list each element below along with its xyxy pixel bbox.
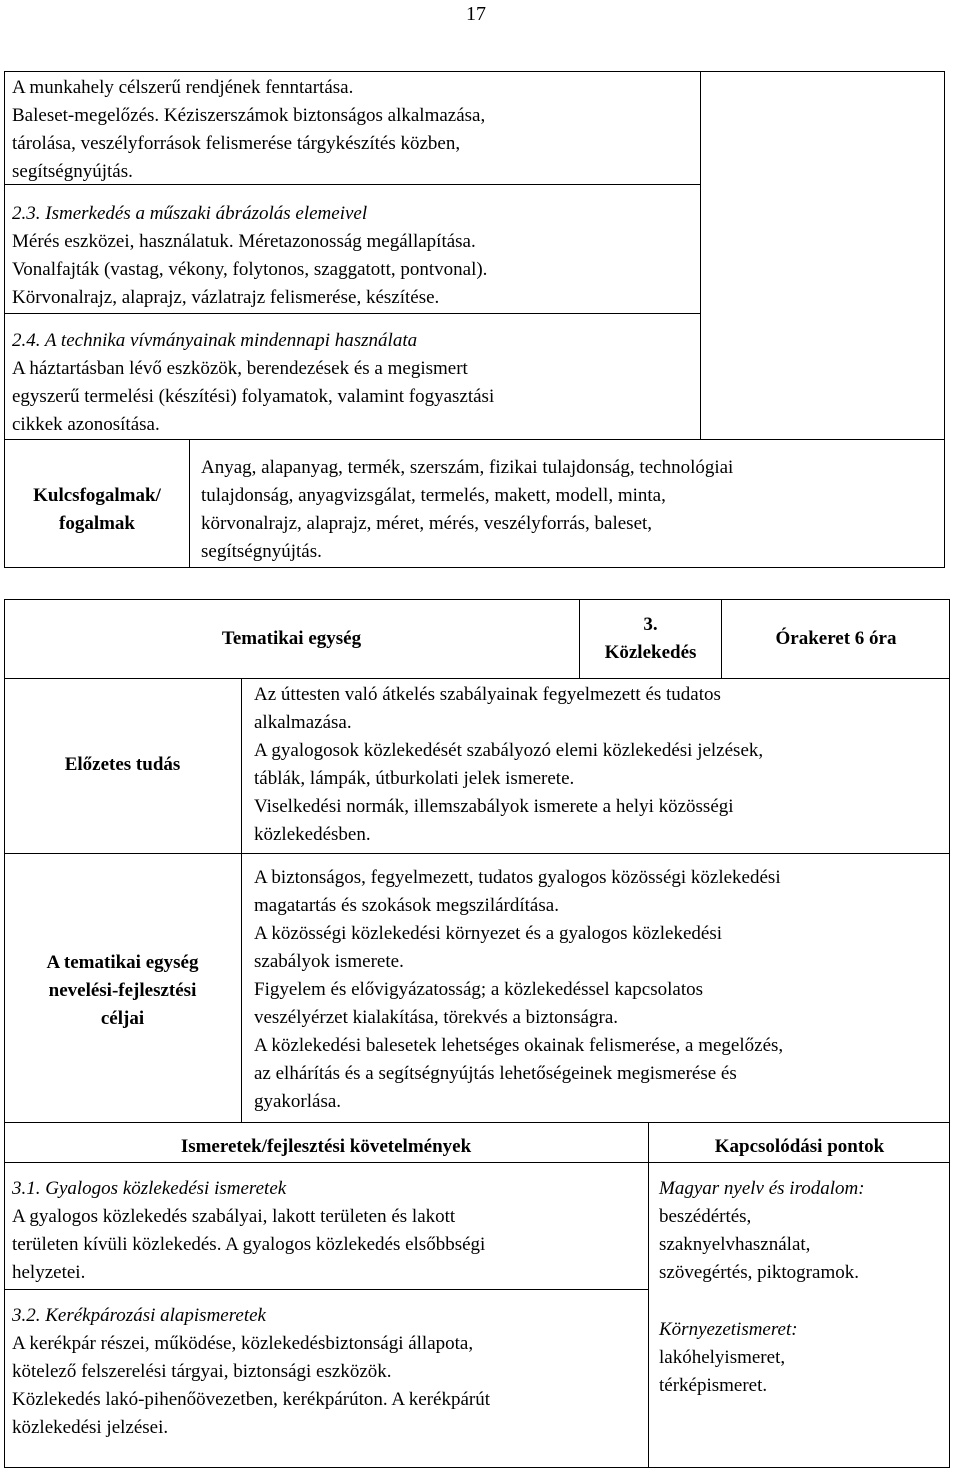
text-line: magatartás és szokások megszilárdítása.: [254, 895, 559, 916]
text-line: tárolása, veszélyforrások felismerése tárgykészítés közben,: [12, 133, 461, 154]
development-goals-text: [254, 864, 946, 1116]
text-line: területen kívüli közlekedés. A gyalogos közlekedés elsőbbségi: [12, 1234, 486, 1255]
text-line: Mérés eszközei, használatuk. Méretazonosság megállapítása.: [12, 231, 476, 252]
text-line: alkalmazása.: [254, 712, 352, 733]
text-line: kötelező felszerelési tárgyai, biztonsági eszközök.: [12, 1361, 392, 1382]
subject-heading: Környezetismeret:: [659, 1319, 798, 1340]
content-block-2: [12, 200, 698, 312]
text-line: A gyalogosok közlekedését szabályozó elemi közlekedési jelzések,: [254, 740, 764, 761]
row-divider: [4, 853, 950, 854]
text-line: tulajdonság, anyagvizsgálat, termelés, makett, modell, minta,: [201, 485, 666, 506]
text-line: táblák, lámpák, útburkolati jelek ismerete.: [254, 768, 575, 789]
requirements-section-2: [12, 1302, 644, 1442]
content-block-3: [12, 327, 698, 439]
thematic-unit-label: Tematikai egység: [221, 628, 362, 649]
text-line: cikkek azonosítása.: [12, 414, 160, 435]
text-line: A közösségi közlekedési környezet és a gyalogos közlekedési: [254, 923, 722, 944]
text-line: A háztartásban lévő eszközök, berendezések és a megismert: [12, 358, 468, 379]
section-heading: 3.2. Kerékpározási alapismeretek: [12, 1305, 266, 1326]
text-line: közlekedési jelzései.: [12, 1417, 169, 1438]
connection-points-2: [659, 1316, 947, 1400]
text-line: Baleset-megelőzés. Kéziszerszámok biztonságos alkalmazása,: [12, 105, 486, 126]
column-divider: [241, 678, 242, 1122]
unit-name: Közlekedés: [604, 642, 697, 663]
page-number: 17: [466, 3, 486, 25]
text-line: Az úttesten való átkelés szabályainak fegyelmezett és tudatos: [254, 684, 721, 705]
connections-column-header: Kapcsolódási pontok: [714, 1136, 885, 1157]
text-line: Figyelem és elővigyázatosság; a közlekedéssel kapcsolatos: [254, 979, 704, 1000]
content-block-1: [12, 74, 698, 186]
time-frame: Órakeret 6 óra: [775, 628, 897, 649]
unit-number: 3.: [643, 614, 658, 635]
text-line: A kerékpár részei, működése, közlekedésbiztonsági állapota,: [12, 1333, 474, 1354]
text-line: A gyalogos közlekedés szabályai, lakott területen és lakott: [12, 1206, 456, 1227]
text-line: gyakorlása.: [254, 1091, 342, 1112]
text-line: lakóhelyismeret,: [659, 1347, 786, 1368]
text-line: Közlekedés lakó-pihenőövezetben, kerékpárúton. A kerékpárút: [12, 1389, 490, 1410]
section-heading: 2.4. A technika vívmányainak mindennapi használata: [12, 330, 418, 351]
key-concepts-text: [201, 454, 941, 566]
text-line: szövegértés, piktogramok.: [659, 1262, 859, 1283]
text-line: veszélyérzet kialakítása, törekvés a biztonságra.: [254, 1007, 618, 1028]
text-line: körvonalrajz, alaprajz, méret, mérés, veszélyforrás, baleset,: [201, 513, 653, 534]
row-divider: [4, 1162, 950, 1163]
key-concepts-label-line: fogalmak: [59, 513, 135, 534]
text-line: szaknyelvhasználat,: [659, 1234, 811, 1255]
row-divider: [4, 678, 950, 679]
requirements-column-header: Ismeretek/fejlesztési követelmények: [180, 1136, 472, 1157]
text-line: A biztonságos, fegyelmezett, tudatos gyalogos közösségi közlekedési: [254, 867, 781, 888]
row-divider: [4, 313, 701, 314]
text-line: A közlekedési balesetek lehetséges okainak felismerése, a megelőzés,: [254, 1035, 784, 1056]
subject-heading: Magyar nyelv és irodalom:: [659, 1178, 865, 1199]
text-line: Vonalfajták (vastag, vékony, folytonos, szaggatott, pontvonal).: [12, 259, 488, 280]
key-concepts-label: [5, 482, 189, 538]
thematic-unit-title: [580, 611, 721, 667]
text-line: Viselkedési normák, illemszabályok ismerete a helyi közösségi: [254, 796, 734, 817]
section-heading: 3.1. Gyalogos közlekedési ismeretek: [12, 1178, 287, 1199]
section-heading: 2.3. Ismerkedés a műszaki ábrázolás elemeivel: [12, 203, 368, 224]
text-line: Anyag, alapanyag, termék, szerszám, fizikai tulajdonság, technológiai: [201, 457, 734, 478]
key-concepts-label-line: Kulcsfogalmak/: [33, 485, 161, 506]
label-line: nevelési-fejlesztési: [48, 980, 197, 1001]
text-line: térképismeret.: [659, 1375, 768, 1396]
text-line: egyszerű termelési (készítési) folyamatok, valamint fogyasztási: [12, 386, 495, 407]
requirements-section-1: [12, 1175, 644, 1287]
development-goals-label: [4, 949, 241, 1033]
label-line: A tematikai egység: [46, 952, 199, 973]
label-line: céljai: [100, 1008, 145, 1029]
text-line: az elhárítás és a segítségnyújtás lehetőségeinek megismerése és: [254, 1063, 737, 1084]
row-divider: [4, 1122, 950, 1123]
text-line: szabályok ismerete.: [254, 951, 404, 972]
column-divider: [648, 1122, 649, 1468]
row-divider: [4, 439, 945, 440]
column-divider: [189, 439, 190, 568]
text-line: beszédértés,: [659, 1206, 752, 1227]
prior-knowledge-text: [254, 681, 946, 849]
text-line: segítségnyújtás.: [12, 161, 133, 182]
text-line: közlekedésben.: [254, 824, 371, 845]
text-line: helyzetei.: [12, 1262, 86, 1283]
prior-knowledge-label: Előzetes tudás: [64, 754, 181, 775]
text-line: A munkahely célszerű rendjének fenntartása.: [12, 77, 354, 98]
text-line: Körvonalrajz, alaprajz, vázlatrajz felismerése, készítése.: [12, 287, 440, 308]
connection-points-1: [659, 1175, 947, 1287]
text-line: segítségnyújtás.: [201, 541, 322, 562]
row-divider: [4, 1289, 648, 1290]
